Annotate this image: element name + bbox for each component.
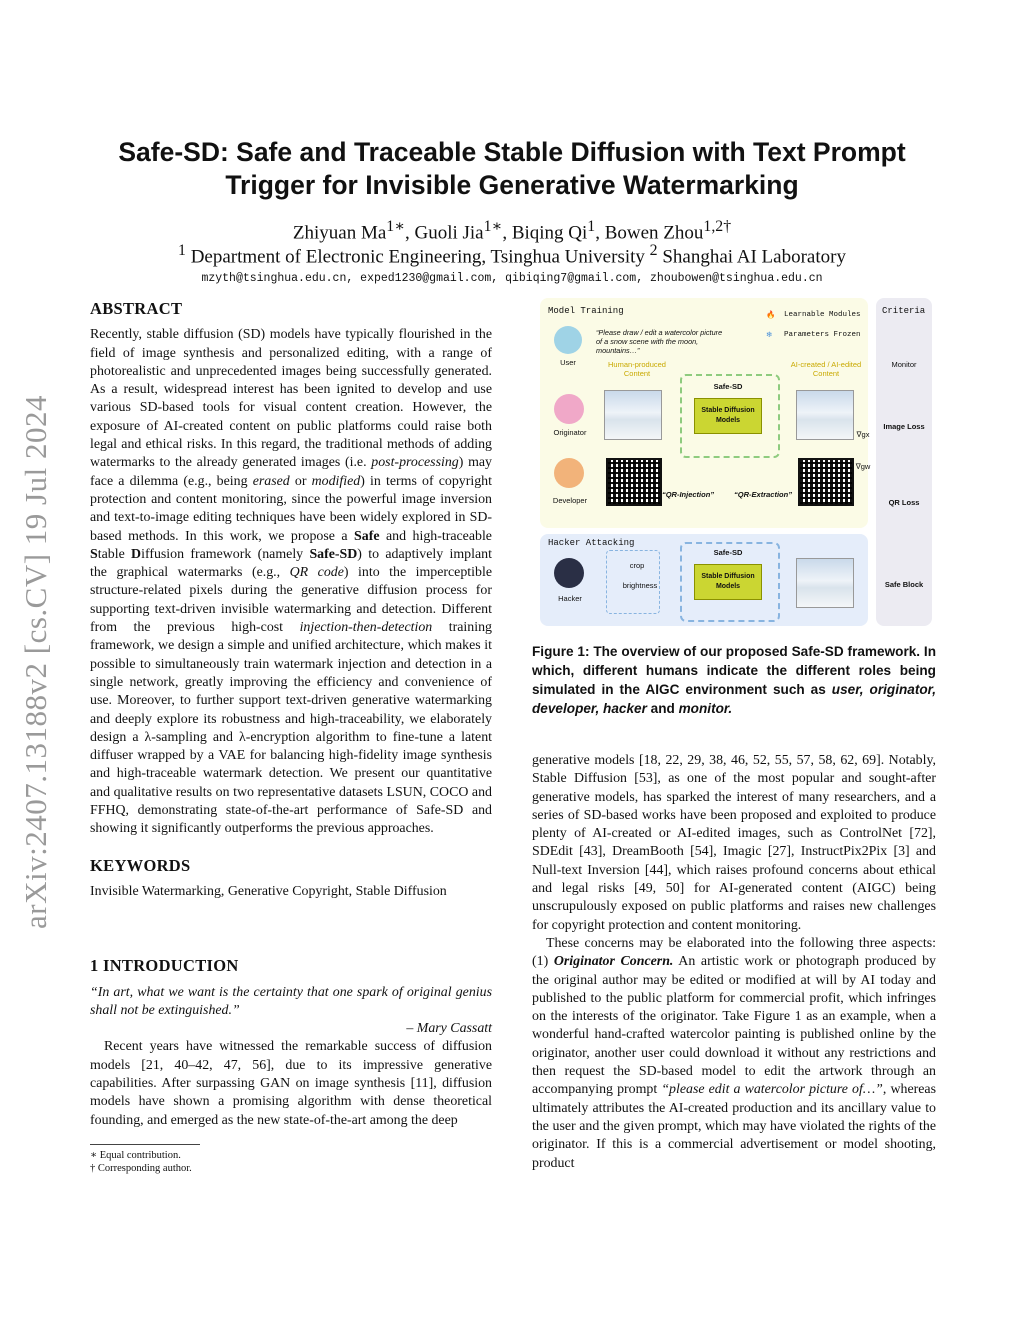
qr-code-input <box>606 458 662 506</box>
affil-sup-2: 2 <box>649 242 658 259</box>
watercolor-output-image <box>796 390 854 440</box>
safesd-label-train: Safe-SD <box>713 382 743 391</box>
developer-label: Developer <box>552 496 588 505</box>
footnote-rule <box>90 1144 200 1145</box>
human-content-label: Human-produced Content <box>608 360 666 378</box>
developer-avatar <box>554 458 584 488</box>
fire-icon: 🔥 <box>766 310 776 319</box>
hacker-avatar <box>554 558 584 588</box>
footnote-corresponding: † Corresponding author. <box>90 1162 192 1174</box>
sd-models-train: Stable Diffusion Models <box>694 398 762 434</box>
intro-quote: “In art, what we want is the certainty that one spark of original genius shall not be extinguished.” <box>90 984 492 1018</box>
affil-dept: Department of Electronic Engineering, Tsinghua University <box>190 246 645 268</box>
affil-sup-1: 1 <box>178 242 186 259</box>
qr-code-output <box>798 458 854 506</box>
watercolor-input-image <box>604 390 662 440</box>
author-2: Guoli Jia <box>414 222 484 244</box>
author-1-sup: 1∗ <box>386 218 405 235</box>
title-line-2: Trigger for Invisible Generative Watermarking <box>225 170 799 200</box>
prompt-text: “Please draw / edit a watercolor picture of a snow scene with the moon, mountains…” <box>596 328 723 355</box>
hacker-label: Hacker <box>558 594 582 603</box>
user-label: User <box>560 358 576 367</box>
author-2-sup: 1∗ <box>483 218 503 235</box>
author-emails: mzyth@tsinghua.edu.cn, exped1230@gmail.com, qibiqing7@gmail.com, zhoubowen@tsinghua.edu.cn <box>201 272 823 285</box>
criteria-label: Criteria <box>882 306 926 316</box>
originator-label: Originator <box>553 428 587 437</box>
affiliations <box>80 242 944 268</box>
monitor-label: Monitor <box>891 360 917 369</box>
attacked-output-image <box>796 558 854 608</box>
affil-lab: Shanghai AI Laboratory <box>662 246 846 268</box>
safesd-label-attack: Safe-SD <box>713 548 743 557</box>
criteria-panel <box>876 298 932 626</box>
grad-gw-label: ∇gw <box>855 462 871 471</box>
snowflake-icon: ❄ <box>766 330 773 339</box>
paper-title <box>80 136 944 202</box>
arxiv-identifier: arXiv:2407.13188v2 [cs.CV] 19 Jul 2024 <box>18 395 53 929</box>
intro-heading: 1 INTRODUCTION <box>90 956 239 976</box>
figure-1-caption: Figure 1: The overview of our proposed Safe-SD framework. In which, different humans indicate the different roles being simulated in the AIGC environment such as user, originator, developer, hacker and monitor. <box>532 644 936 716</box>
hacker-attacking-label: Hacker Attacking <box>548 538 635 548</box>
right-paragraph-2: These concerns may be elaborated into the following three aspects: (1) Originator Concern. An artistic work or photograph produced by the original author may be edited or modified at will by AI today and published to the public platform for commercial profit, which infringes on the interests of the originator. Take Figure 1 as an example, when a wonderful hand-crafted watercolor painting is published online by the originator, another user could download it without any restrictions and then request the SD-based model to edit the artwork through an accompanying prompt “please edit a watercolor picture of…”, whereas ultimately attributes the AI-created production and its ancillary value to the user and the given prompt, which may have violated the rights of the originator. If this is a commercial advertisement or model shooting, product <box>532 935 936 1171</box>
sd-models-attack: Stable Diffusion Models <box>694 564 762 600</box>
legend-frozen: Parameters Frozen <box>784 331 861 339</box>
qr-injection-label: “QR-Injection” <box>661 490 715 499</box>
keywords-text: Invisible Watermarking, Generative Copyright, Stable Diffusion <box>90 883 447 899</box>
originator-avatar <box>554 394 584 424</box>
author-list: Zhiyuan $Ma^{1∗}$, Guoli Jia$^{1∗}$, Biqing Qi$^1$, Bowen Zhou$^{1,2\dagger}$ <box>292 218 732 244</box>
image-loss-label: Image Loss <box>883 422 925 431</box>
author-3: Biqing Qi <box>511 222 588 244</box>
grad-gx-label: ∇gx <box>856 430 870 439</box>
model-training-label: Model Training <box>548 306 624 316</box>
crop-label: crop <box>629 561 645 570</box>
user-avatar <box>554 326 582 354</box>
figure-1 <box>540 298 932 628</box>
abstract-heading: ABSTRACT <box>90 299 183 318</box>
right-column <box>532 642 936 1173</box>
left-column <box>90 300 492 1175</box>
author-3-sup: 1 <box>587 218 596 235</box>
brightness-label: brightness <box>622 581 658 590</box>
qr-extraction-label: “QR-Extraction” <box>734 490 792 499</box>
legend-learnable: Learnable Modules <box>784 311 861 319</box>
intro-paragraph: Recent years have witnessed the remarkable success of diffusion models [21, 40–42, 47, 56], due to its impressive generative capabilities. After surpassing GAN on image synthesis [11], diffusion models have shown a promising algorithm with dense theoretical founding, and emerged as the new state-of-the-art among the deep <box>90 1039 492 1128</box>
ai-content-label: AI-created / AI-edited Content <box>790 360 862 378</box>
footnote-equal: ∗ Equal contribution. <box>90 1149 181 1161</box>
intro-quote-attribution: – Mary Cassatt <box>406 1021 492 1037</box>
abstract-text: Recently, stable diffusion (SD) models have typically flourished in the field of image synthesis and personalized editing, with a range of photorealistic and unprecedented images being successfully generated. As a result, widespread interest has been ignited to develop and use various SD-based tools for visual content creation. However, the exposure of AI-created content on public platforms could raise both legal and ethical risks. In this regard, the traditional methods of adding watermarks to the already generated images (i.e. post-processing) may face a dilemma (e.g., being erased or modified) in terms of copyright protection and content monitoring, since the powerful image inversion and text-to-image editing techniques have been widely explored in SD-based methods. In this work, we propose a Safe and high-traceable Stable Diffusion framework (namely Safe-SD) to adaptively implant the graphical watermarks (e.g., QR code) into the imperceptible structure-related pixels during the generative diffusion process for supporting text-driven invisible watermarking and detection. Different from the previous high-cost injection-then-detection training framework, we design a simple and unified architecture, which makes it possible to simultaneously train watermark injection and detection in a single network, greatly improving the efficiency and convenience of use. Moreover, to further support text-driven generative watermarking and deeply explore its robustness and high-traceability, we elaborately design a λ-sampling and λ-encryption algorithm to fine-tune a latent diffuser wrapped by a VAE for balancing high-fidelity image synthesis and high-traceable watermark detection. We present our quantitative and qualitative results on two representative datasets LSUN, COCO and FFHQ, demonstrating state-of-the-art performance of Safe-SD and showing it significantly outperforms the previous approaches. <box>90 327 492 837</box>
right-paragraph-1: generative models [18, 22, 29, 38, 46, 52, 55, 57, 58, 62, 69]. Notably, Stable Diffusion [53], as one of the most popular and sought-after generative models, has sparked the interest of many researchers, and a series of SD-based works have been proposed and exploited to produce plenty of AI-created or AI-edited images, such as ControlNet [72], SDEdit [43], DreamBooth [54], Imagic [27], InstructPix2Pix [3] and Null-text Inversion [44], which raises profound concerns about ethical and legal risks [49, 50] for AI-generated content (AIGC) being unscrupulously exposed on public platforms and raises new challenges for copyright protection and content monitoring. <box>532 753 936 933</box>
author-4: Bowen Zhou <box>604 222 704 244</box>
title-line-1: Safe-SD: Safe and Traceable Stable Diffusion with Text Prompt <box>118 137 906 167</box>
author-4-sup: 1,2† <box>703 218 732 235</box>
qr-loss-label: QR Loss <box>888 498 920 507</box>
author-1: Zhiyuan Ma <box>292 222 387 244</box>
keywords-heading: KEYWORDS <box>90 855 191 875</box>
safe-block-label: Safe Block <box>884 580 924 589</box>
